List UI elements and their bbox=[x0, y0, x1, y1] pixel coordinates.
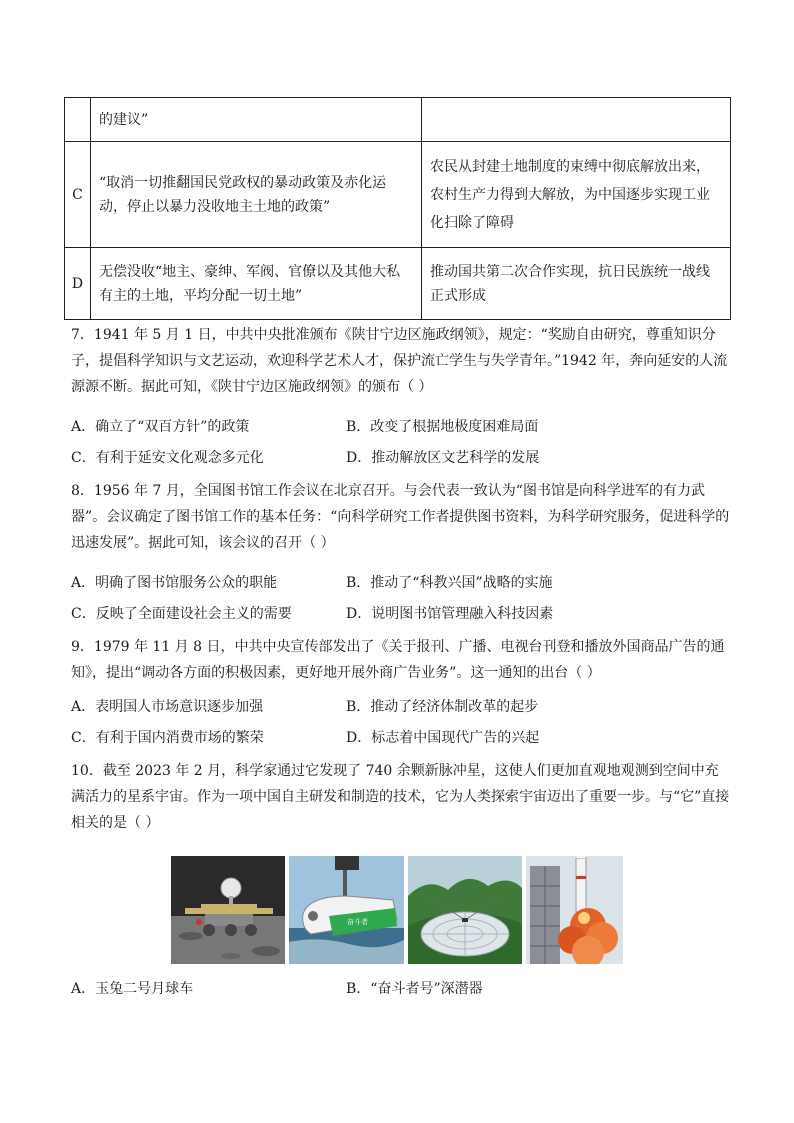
question-9-stem: 9．1979 年 11 月 8 日，中共中央宣传部发出了《关于报刊、广播、电视台刊登和播放外国商品广告的通知》，提出“调动各方面的积极因素，更好地开展外商广告业务”。这一通知的出台（ ） bbox=[71, 639, 725, 681]
lunar-rover-image bbox=[171, 856, 285, 964]
question-7-option-a[interactable]: A．确立了“双百方针”的政策 bbox=[71, 419, 250, 435]
row-letter bbox=[65, 98, 91, 142]
question-8-option-a[interactable]: A．明确了图书馆服务公众的职能 bbox=[71, 575, 278, 591]
submersible-hull-text: 奋斗者 bbox=[347, 918, 368, 926]
question-8-option-b[interactable]: B．推动了“科教兴国”战略的实施 bbox=[346, 575, 553, 591]
question-10-images bbox=[171, 856, 623, 964]
options-table bbox=[64, 97, 731, 320]
question-8-option-d[interactable]: D．说明图书馆管理融入科技因素 bbox=[346, 606, 554, 622]
measure-cell: 的建议” bbox=[91, 98, 422, 142]
question-8-option-c[interactable]: C．反映了全面建设社会主义的需要 bbox=[71, 606, 292, 622]
question-7-option-b[interactable]: B．改变了根据地极度困难局面 bbox=[346, 419, 539, 435]
table-row bbox=[65, 248, 731, 320]
impact-cell: 推动国共第二次合作实现，抗日民族统一战线正式形成 bbox=[422, 248, 731, 320]
rocket-launch-image bbox=[526, 856, 623, 964]
question-9-option-c[interactable]: C．有利于国内消费市场的繁荣 bbox=[71, 730, 264, 746]
impact-cell bbox=[422, 98, 731, 142]
question-9-option-d[interactable]: D．标志着中国现代广告的兴起 bbox=[346, 730, 540, 746]
question-7-option-c[interactable]: C．有利于延安文化观念多元化 bbox=[71, 450, 264, 466]
question-8-stem: 8．1956 年 7 月，全国图书馆工作会议在北京召开。与会代表一致认为“图书馆是向科学进军的有力武器”。会议确定了图书馆工作的基本任务：“向科学研究工作者提供图书资料，为科学研究服务，促进科学的迅速发展”。据此可知，该会议的召开（ ） bbox=[71, 483, 730, 551]
question-10-stem: 10．截至 2023 年 2 月，科学家通过它发现了 740 余颗新脉冲星，这使人们更加直观地观测到空间中充满活力的星系宇宙。作为一项中国自主研发和制造的技术，它为人类探索宇宙迈出了重要一步。与“它”直接相关的是（ ） bbox=[71, 763, 730, 831]
question-10-option-a[interactable]: A．玉兔二号月球车 bbox=[71, 981, 194, 997]
table-row bbox=[65, 98, 731, 142]
measure-cell: “取消一切推翻国民党政权的暴动政策及赤化运动，停止以暴力没收地主土地的政策” bbox=[91, 142, 422, 248]
impact-cell: 农民从封建土地制度的束缚中彻底解放出来，农村生产力得到大解放，为中国逐步实现工业化扫除了障碍 bbox=[422, 142, 731, 248]
question-7-stem: 7．1941 年 5 月 1 日，中共中央批准颁布《陕甘宁边区施政纲领》，规定：“奖励自由研究，尊重知识分子，提倡科学知识与文艺运动，欢迎科学艺术人才，保护流亡学生与失学青年。”1942 年，奔向延安的人流源源不断。据此可知，《陕甘宁边区施政纲领》的颁布（ ） bbox=[71, 327, 728, 395]
measure-cell: 无偿没收“地主、豪绅、军阀、官僚以及其他大私有主的土地，平均分配一切土地” bbox=[91, 248, 422, 320]
question-7-option-d[interactable]: D．推动解放区文艺科学的发展 bbox=[346, 450, 540, 466]
question-9-option-b[interactable]: B．推动了经济体制改革的起步 bbox=[346, 699, 539, 715]
question-9-option-a[interactable]: A．表明国人市场意识逐步加强 bbox=[71, 699, 264, 715]
row-letter: C bbox=[65, 142, 91, 248]
table-row bbox=[65, 142, 731, 248]
radio-telescope-image bbox=[408, 856, 522, 964]
question-10-option-b[interactable]: B．“奋斗者号”深潜器 bbox=[346, 981, 483, 997]
row-letter: D bbox=[65, 248, 91, 320]
submersible-image bbox=[289, 856, 404, 964]
